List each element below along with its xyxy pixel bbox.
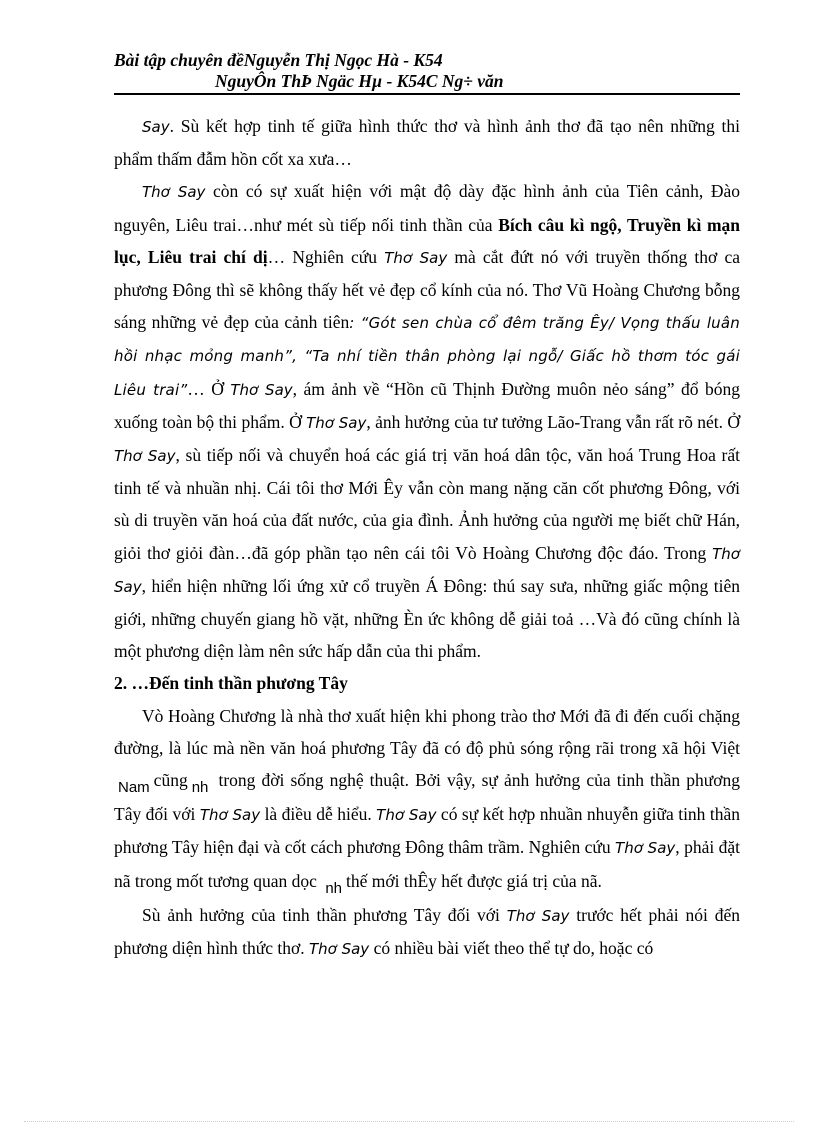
text-run: Sù ảnh hưởng của tinh thần phương Tây đối với bbox=[142, 904, 507, 925]
work-title: Thơ Say bbox=[376, 806, 437, 825]
bold-titles: Bích câu kì ngộ, Truyền kì mạn lục, Liêu trai chí dị bbox=[114, 214, 741, 267]
work-title: Thơ Say bbox=[308, 940, 370, 959]
section-heading: 2. …Đến tinh thần phương Tây bbox=[114, 673, 348, 694]
dropped-text-fragment: nh bbox=[325, 879, 343, 897]
paragraph-1 bbox=[114, 110, 740, 175]
work-title: Thơ Say bbox=[306, 413, 367, 432]
text-run: cũng bbox=[153, 770, 188, 791]
text-run: mà cắt đứt nó với truyền thống thơ ca phương Đông thì sẽ không thấy hết vẻ đẹp cổ kính của nó. Thơ Vũ Hoàng Chương bỗng sáng những vẻ đẹp của cảnh tiên bbox=[114, 246, 740, 333]
paragraph-3 bbox=[114, 700, 740, 899]
work-title: Thơ Say bbox=[114, 447, 176, 466]
text-run: , ảnh hưởng của tư tưởng Lão-Trang vẫn rất rõ nét. Ở bbox=[366, 411, 741, 432]
header-line-2: NguyÔn ThÞ Ngäc Hµ - K54C Ng÷ văn bbox=[215, 71, 504, 91]
text-run: , phải đặt nã trong mốt tương quan dọc bbox=[114, 837, 740, 891]
work-title: Thơ Say bbox=[506, 906, 570, 925]
header-line-1: Bài tập chuyên đềNguyễn Thị Ngọc Hà - K54 bbox=[114, 50, 443, 70]
page-bottom-divider bbox=[24, 1121, 794, 1122]
text-run: trong đời sống nghệ thuật. Bởi vậy, sự ảnh hưởng của tinh thần phương Tây đối với bbox=[114, 770, 740, 825]
text-run: , sù tiếp nối và chuyển hoá các giá trị văn hoá dân tộc, văn hoá Trung Hoa rất tinh tế và nhuần nhị. Cái tôi thơ Mới Êy vẫn còn mang nặng căn cốt phương Đông, với sù di truyền văn hoá của đất nước, của gia đình. Ảnh hưởng của người mẹ biết chữ Hán, giỏi thơ giỏi đàn…đã góp phần tạo nên cái tôi Vò Hoàng Chương độc đáo. Trong bbox=[114, 445, 740, 563]
document-body bbox=[114, 110, 740, 965]
text-run: … Nghiên cứu bbox=[267, 246, 385, 267]
text-run: Vò Hoàng Chương là nhà thơ xuất hiện khi phong trào thơ Mới đã đi đến cuối chặng đường, là lúc mà nền văn hoá phương Tây đã có độ phủ sóng rộng rãi trong xã hội Việt bbox=[114, 705, 740, 758]
text-run: , ám ảnh về “Hồn cũ Thịnh Đường muôn nẻo sáng” đổ bóng xuống toàn bộ thi phẩm. Ở bbox=[114, 378, 740, 432]
header-divider bbox=[114, 93, 740, 95]
paragraph-4 bbox=[114, 899, 740, 965]
work-title: Thơ Say bbox=[199, 806, 261, 825]
text-run: , hiển hiện những lối ứng xử cổ truyền Á Đông: thú say sưa, những giấc mộng tiên giới, những chuyến giang hồ vặt, những Èn ức không dễ giải toả …Và đó cũng chính là một phương diện làm nên sức hấp dẫn của thi phẩm. bbox=[114, 575, 740, 662]
dropped-text-fragment: nh bbox=[191, 779, 209, 797]
text-run: thế mới thÊy hết được giá trị của nã. bbox=[346, 870, 602, 891]
work-title: Thơ Say bbox=[230, 380, 293, 399]
text-run: … Ở bbox=[187, 378, 231, 399]
text-run: . Sù kết hợp tinh tế giữa hình thức thơ và hình ảnh thơ đã tạo nên những thi phẩm thấm đẫm hồn cốt xa xưa… bbox=[114, 116, 740, 170]
text-run: trước hết phải nói đến phương diện hình thức thơ. bbox=[114, 904, 740, 959]
paragraph-2 bbox=[114, 175, 740, 667]
text-run: có sự kết hợp nhuần nhuyễn giữa tinh thần phương Tây hiện đại và cốt cách phương Đông thâm trầm. Nghiên cứu bbox=[114, 804, 741, 858]
work-title: Say bbox=[142, 118, 170, 136]
text-run: còn có sự xuất hiện với mật độ dày đặc hình ảnh của Tiên cảnh, Đào nguyên, Liêu trai…như mét sù tiếp nối tinh thần của bbox=[114, 181, 740, 235]
text-run: có nhiều bài viết theo thể tự do, hoặc có bbox=[369, 938, 654, 959]
work-title: Thơ Say bbox=[615, 839, 676, 858]
quotation: : “Gót sen chùa cổ đêm trăng Êy/ Vọng thấu luân hồi nhạc mỏng manh”, “Ta nhí tiền thân phòng lại ngỗ/ Giấc hồ thơm tóc gái Liêu trai” bbox=[114, 314, 740, 399]
text-run: là điều dễ hiểu. bbox=[260, 804, 377, 825]
work-title: Thơ Say bbox=[142, 183, 206, 202]
work-title: Thơ Say bbox=[384, 248, 448, 267]
page-header bbox=[114, 50, 740, 92]
dropped-text-fragment: Nam bbox=[118, 779, 150, 797]
work-title: Thơ Say bbox=[114, 544, 740, 596]
